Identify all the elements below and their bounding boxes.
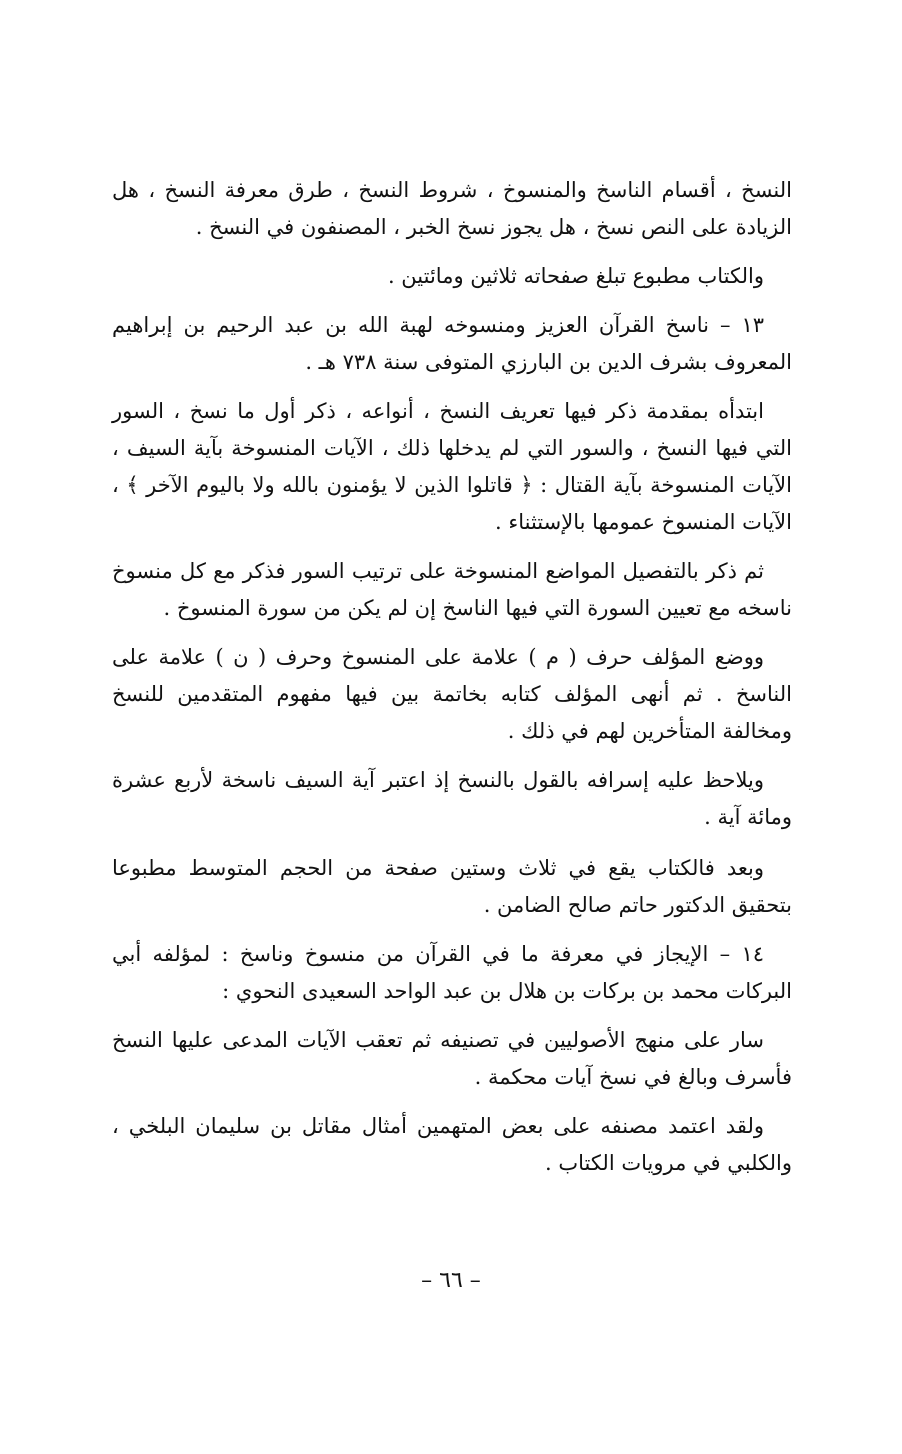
paragraph-entry-13-title: ١٣ – ناسخ القرآن العزيز ومنسوخه لهبة الله بن عبد الرحيم بن إبراهيم المعروف بشرف الدين بن البارزي المتوفى سنة ٧٣٨ هـ . [112, 313, 792, 374]
paragraph-entry-13-remark: ويلاحظ عليه إسرافه بالقول بالنسخ إذ اعتبر آية السيف ناسخة لأربع عشرة ومائة آية . [112, 768, 792, 829]
paragraph-book-pages: والكتاب مطبوع تبلغ صفحاته ثلاثين ومائتين . [387, 264, 764, 288]
paragraph-entry-13-edition: وبعد فالكتاب يقع في ثلاث وستين صفحة من الحجم المتوسط مطبوعا بتحقيق الدكتور حاتم صالح الضامن . [112, 856, 792, 917]
paragraph-entry-13-intro: ابتدأه بمقدمة ذكر فيها تعريف النسخ ، أنواعه ، ذكر أول ما نسخ ، السور التي فيها النسخ ، والسور التي لم يدخلها ذلك ، الآيات المنسوخة بآية السيف ، الآيات المنسوخة بآية القتال : ﴿ قاتلوا الذين لا يؤمنون بالله ولا باليوم الآخر ﴾ ، الآيات المنسوخ عمومها بالإستثناء . [112, 399, 792, 534]
body-text [112, 172, 792, 1194]
paragraph-nasikh-topics: النسخ ، أقسام الناسخ والمنسوخ ، شروط النسخ ، طرق معرفة النسخ ، هل الزيادة على النص نسخ ، هل يجوز نسخ الخبر ، المصنفون في النسخ . [112, 178, 792, 239]
paragraph-entry-13-detail: ثم ذكر بالتفصيل المواضع المنسوخة على ترتيب السور فذكر مع كل منسوخ ناسخه مع تعيين السورة التي فيها الناسخ إن لم يكن من سورة المنسوخ . [112, 559, 792, 620]
paragraph-entry-13-symbols: ووضع المؤلف حرف ( م ) علامة على المنسوخ وحرف ( ن ) علامة على الناسخ . ثم أنهى المؤلف كتابه بخاتمة بين فيها مفهوم المتقدمين للنسخ ومخالفة المتأخرين لهم في ذلك . [112, 645, 792, 743]
paragraph-entry-14-title: ١٤ – الإيجاز في معرفة ما في القرآن من منسوخ وناسخ : لمؤلفه أبي البركات محمد بن بركات بن هلال بن عبد الواحد السعيدى النحوي : [112, 942, 792, 1003]
page-number: – ٦٦ – [421, 1268, 481, 1293]
paragraph-entry-14-sources: ولقد اعتمد مصنفه على بعض المتهمين أمثال مقاتل بن سليمان البلخي ، والكلبي في مرويات الكتاب . [112, 1114, 792, 1175]
paragraph-entry-14-method: سار على منهج الأصوليين في تصنيفه ثم تعقب الآيات المدعى عليها النسخ فأسرف وبالغ في نسخ آيات محكمة . [112, 1028, 792, 1089]
